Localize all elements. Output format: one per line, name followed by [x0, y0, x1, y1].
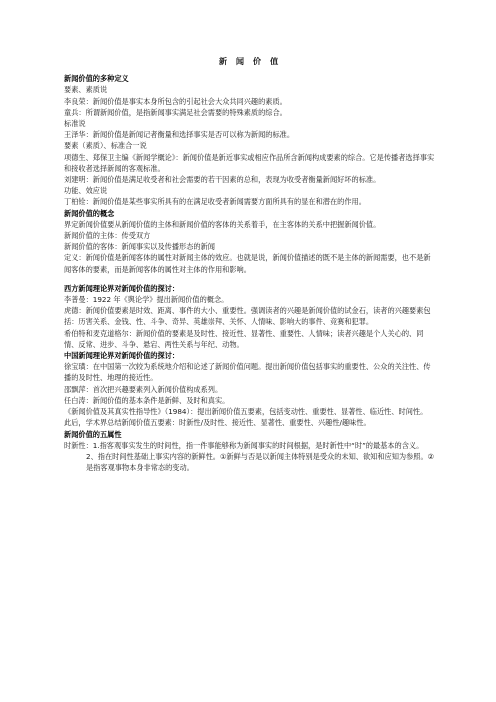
body-paragraph: 丁柏铨：新闻价值是某些事实所具有的在满足收受者新闻需要方面所具有的显在和潜在的作用。	[64, 197, 366, 207]
body-paragraph: 童兵：所谓新闻价值，是指新闻事实满足社会需要的特殊素质的综合。	[64, 107, 287, 117]
section-heading: 中国新闻理论界对新闻价值的探讨：	[64, 351, 180, 361]
body-paragraph: 李普曼：1922 年《舆论学》提出新闻价值的概念。	[64, 295, 229, 305]
body-paragraph: 王泽华：新闻价值是新闻记者衡量和选择事实是否可以称为新闻的标准。	[64, 130, 295, 140]
body-paragraph: 标准说	[64, 119, 86, 129]
body-paragraph: 2、指在时间性基础上事实内容的新鲜性。①新鲜与否是以新闻主体特别是受众的未知、欲知和应知为参照。②是指客观事物本身非常态的变动。	[86, 451, 435, 473]
document-body	[64, 73, 436, 473]
body-paragraph: 邵飘萍：首次把兴趣要素列入新闻价值构成系列。	[64, 384, 223, 394]
body-paragraph: 《新闻价值及其真实性指导性》（1984）：提出新闻价值五要素，包括变动性、重要性、显著性、临近性、时间性。	[64, 407, 428, 417]
document-page	[64, 56, 436, 473]
section-heading: 新闻价值的概念	[64, 208, 115, 218]
section-heading: 新闻价值的五属性	[64, 429, 122, 439]
page-title: 新 闻 价 值	[218, 56, 282, 66]
body-paragraph: 功能、效应说	[64, 186, 108, 196]
body-paragraph: 此后，学术界总结新闻价值五要素：时新性/及时性、接近性、显著性、重要性、兴趣性/趣味性。	[64, 418, 371, 428]
body-paragraph: 任白涛：新闻价值的基本条件是新鲜、及时和真实。	[64, 395, 230, 405]
body-paragraph: 新闻价值的客体：新闻事实以及传播形态的新闻	[64, 242, 215, 252]
body-paragraph: 要素（素质）、标准合一说	[64, 141, 147, 151]
body-paragraph: 定义：新闻价值是新闻客体的属性对新闻主体的效应。也就是说，新闻价值描述的既不是主体的新闻需要，也不是新闻客体的要素，而是新闻客体的属性对主体的作用和影响。	[64, 253, 431, 274]
body-paragraph: 徐宝璜：在中国第一次较为系统地介绍和论述了新闻价值问题。提出新闻价值包括事实的重要性、公众的关注性、传播的及时性、地理的接近性。	[64, 362, 431, 383]
body-paragraph: 李良荣：新闻价值是事实本身所包含的引起社会大众共同兴趣的素质。	[64, 96, 287, 106]
body-paragraph: 时新性：1.指客观事实发生的时间性，指一件事能够称为新闻事实的时间根据，是时新性中“时”的最基本的含义。	[64, 440, 424, 450]
body-paragraph: 要素、素质说	[64, 85, 108, 95]
body-paragraph: 希伯特和麦克道格尔：新闻价值的要素是及时性、接近性、显著性、重要性、人情味；读者兴趣是个人关心的、同情、反常、进步、斗争、悬宕、两性关系与年纪、动物。	[64, 328, 424, 349]
section-heading: 新闻价值的多种定义	[64, 74, 129, 84]
body-paragraph: 项德生、郑保卫主编《新闻学概论》：新闻价值是新近事实或相应作品所含新闻构成要素的综合。它是传播者选择事实和接收者选择新闻的客观标准。	[64, 152, 435, 173]
body-paragraph: 刘建明：新闻价值是满足收受者和社会需要的若干因素的总和，表现为收受者衡量新闻好坏的标准。	[64, 175, 381, 185]
body-paragraph: 新闻价值的主体：传受双方	[64, 231, 151, 241]
section-heading: 西方新闻理论界对新闻价值的探讨：	[64, 283, 180, 293]
body-paragraph: 虎德：新闻价值要素是时效、距离、事件的大小、重要性。强调读者的兴趣是新闻价值的试金石，读者的兴趣要素包括：历害关系、金钱、性、斗争、奇异、英雄崇拜、关怀、人情味、影响大的事件、竞赛和犯罪。	[64, 306, 431, 327]
body-paragraph: 界定新闻价值要从新闻价值的主体和新闻价值的客体的关系着手，在主客体的关系中把握新闻价值。	[64, 219, 381, 229]
section-spacer	[64, 275, 436, 283]
